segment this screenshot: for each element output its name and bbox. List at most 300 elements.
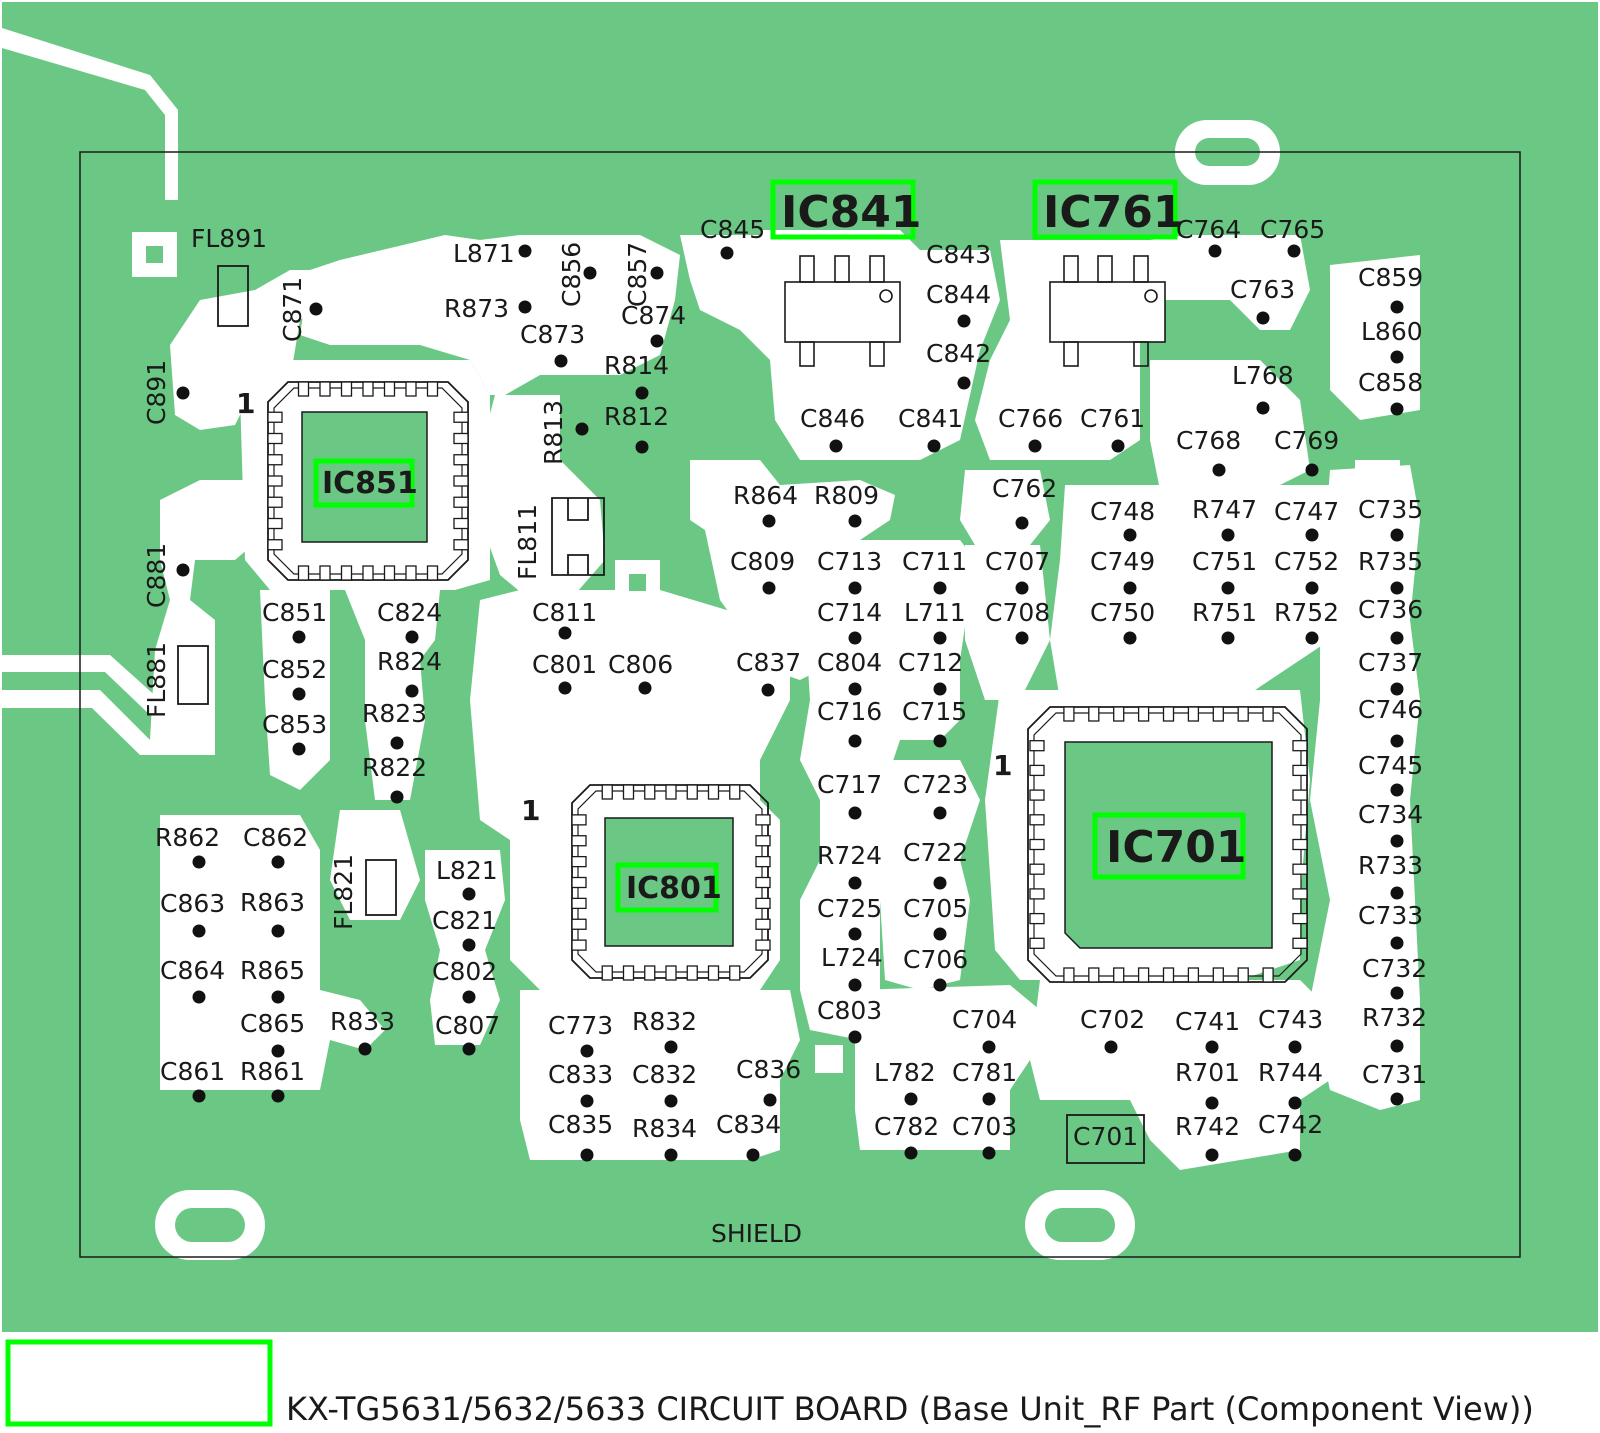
ic801-pad — [572, 878, 586, 888]
ic851-pad — [320, 382, 330, 396]
ic801-pad — [572, 857, 586, 867]
via-dot — [576, 423, 589, 436]
ic701-pad — [1030, 815, 1044, 825]
legend-highlight-box — [8, 1342, 270, 1424]
ic851-pad — [363, 382, 373, 396]
ic701-pad — [1089, 707, 1099, 721]
label-r873: R873 — [444, 294, 510, 323]
label-c743: C743 — [1258, 1005, 1324, 1034]
via-dot — [849, 928, 862, 941]
label-c864: C864 — [160, 956, 226, 985]
via-dot — [391, 737, 404, 750]
via-dot — [463, 888, 476, 901]
label-r747: R747 — [1192, 495, 1258, 524]
label-c802: C802 — [432, 957, 498, 986]
label-c842: C842 — [926, 339, 992, 368]
ic851-pad — [385, 382, 395, 396]
ic851-pad — [454, 540, 468, 550]
label-c859: C859 — [1358, 263, 1424, 292]
via-dot — [1391, 529, 1404, 542]
via-dot — [1391, 683, 1404, 696]
label-r822: R822 — [362, 753, 428, 782]
via-dot — [934, 807, 947, 820]
ic851-pad — [342, 566, 352, 580]
label-r863: R863 — [240, 888, 306, 917]
ic801-pad — [756, 857, 770, 867]
via-dot — [763, 582, 776, 595]
via-dot — [519, 301, 532, 314]
ic851-pad — [299, 566, 309, 580]
ic701-pad — [1293, 790, 1307, 800]
via-dot — [934, 582, 947, 595]
label-c832: C832 — [632, 1060, 698, 1089]
label-l782: L782 — [874, 1058, 936, 1087]
label-c845: C845 — [700, 215, 766, 244]
ic701-pad — [1293, 914, 1307, 924]
ic701-pad — [1139, 707, 1149, 721]
via-dot — [665, 1041, 678, 1054]
label-r733: R733 — [1358, 851, 1424, 880]
label-c863: C863 — [160, 889, 226, 918]
label-c701: C701 — [1073, 1122, 1139, 1151]
label-c851: C851 — [262, 598, 328, 627]
via-dot — [651, 267, 664, 280]
ic801-pad — [572, 898, 586, 908]
ic801-pad — [572, 836, 586, 846]
via-dot — [849, 632, 862, 645]
via-dot — [310, 303, 323, 316]
via-dot — [928, 440, 941, 453]
label-c752: C752 — [1274, 547, 1340, 576]
via-dot — [1391, 987, 1404, 1000]
ic801-pad — [687, 785, 697, 799]
label-c736: C736 — [1358, 595, 1424, 624]
label-c716: C716 — [817, 697, 883, 726]
ic851-pad — [428, 566, 438, 580]
via-dot — [1124, 582, 1137, 595]
label-c773: C773 — [548, 1011, 614, 1040]
label-l821: L821 — [436, 856, 498, 885]
via-dot — [983, 1093, 996, 1106]
ic701-pad — [1064, 968, 1074, 982]
ic701-pad — [1188, 968, 1198, 982]
ic801-pad — [709, 785, 719, 799]
via-dot — [1391, 784, 1404, 797]
ic851-pad — [268, 497, 282, 507]
via-dot — [849, 979, 862, 992]
via-dot — [1124, 529, 1137, 542]
ic841-label: IC841 — [781, 187, 922, 238]
label-fl811: FL811 — [513, 503, 542, 580]
via-dot — [1391, 632, 1404, 645]
label-c807: C807 — [435, 1011, 501, 1040]
via-dot — [1029, 440, 1042, 453]
ic851-pad — [454, 497, 468, 507]
via-dot — [1222, 582, 1235, 595]
label-r824: R824 — [377, 647, 443, 676]
ic701-pad — [1293, 815, 1307, 825]
ic701-pad — [1188, 707, 1198, 721]
ic851-pad — [268, 540, 282, 550]
label-c856: C856 — [557, 241, 586, 307]
label-c704: C704 — [952, 1005, 1018, 1034]
via-dot — [193, 856, 206, 869]
label-c765: C765 — [1260, 215, 1326, 244]
label-c801: C801 — [532, 650, 598, 679]
ic851-pad — [342, 382, 352, 396]
label-c853: C853 — [262, 710, 328, 739]
via-dot — [1306, 529, 1319, 542]
via-dot — [849, 582, 862, 595]
via-dot — [463, 1043, 476, 1056]
ic701-pad — [1164, 707, 1174, 721]
ic701-pad — [1263, 968, 1273, 982]
via-dot — [1206, 1149, 1219, 1162]
via-dot — [1206, 1097, 1219, 1110]
ic701-pin1-marker: 1 — [993, 749, 1013, 782]
label-c735: C735 — [1358, 495, 1424, 524]
via-dot — [1016, 632, 1029, 645]
via-dot — [983, 1147, 996, 1160]
ic801-pad — [756, 836, 770, 846]
label-r742: R742 — [1175, 1112, 1241, 1141]
ic851-pad — [268, 519, 282, 529]
ic851-pad — [268, 434, 282, 444]
label-c717: C717 — [817, 770, 883, 799]
label-c722: C722 — [903, 838, 969, 867]
via-dot — [1124, 632, 1137, 645]
via-dot — [934, 979, 947, 992]
ic851-pad — [268, 412, 282, 422]
label-c748: C748 — [1090, 497, 1156, 526]
via-dot — [272, 1045, 285, 1058]
label-c725: C725 — [817, 894, 883, 923]
label-fl891: FL891 — [191, 224, 268, 253]
via-dot — [193, 991, 206, 1004]
via-dot — [665, 1095, 678, 1108]
via-dot — [762, 684, 775, 697]
ic801-pad — [756, 940, 770, 950]
label-c731: C731 — [1362, 1060, 1428, 1089]
via-dot — [1306, 632, 1319, 645]
ic801-pad — [645, 966, 655, 980]
label-c837: C837 — [736, 648, 802, 677]
ic801-pad — [624, 966, 634, 980]
label-c781: C781 — [952, 1058, 1018, 1087]
via-dot — [958, 377, 971, 390]
via-dot — [1391, 735, 1404, 748]
ic801-pad — [730, 785, 740, 799]
ic701-pad — [1030, 765, 1044, 775]
label-c844: C844 — [926, 280, 992, 309]
ic701-pad — [1238, 707, 1248, 721]
via-dot — [849, 735, 862, 748]
ic701-pad — [1139, 968, 1149, 982]
ic801-pad — [687, 966, 697, 980]
label-c707: C707 — [985, 547, 1051, 576]
label-r833: R833 — [330, 1007, 396, 1036]
ic851-pad — [454, 412, 468, 422]
via-dot — [665, 1149, 678, 1162]
label-r751: R751 — [1192, 598, 1258, 627]
label-r812: R812 — [604, 402, 670, 431]
via-dot — [359, 1043, 372, 1056]
label-c763: C763 — [1230, 275, 1296, 304]
via-dot — [1222, 632, 1235, 645]
label-c891: C891 — [142, 359, 171, 425]
ic801-pad — [756, 919, 770, 929]
ic801-pad — [709, 966, 719, 980]
ic701-pad — [1114, 968, 1124, 982]
label-r732: R732 — [1362, 1003, 1428, 1032]
via-dot — [934, 632, 947, 645]
label-r813: R813 — [539, 399, 568, 465]
ic851-pad — [299, 382, 309, 396]
label-c803: C803 — [817, 996, 883, 1025]
ic801-pad — [602, 785, 612, 799]
via-dot — [747, 1149, 760, 1162]
via-dot — [1391, 582, 1404, 595]
via-dot — [559, 682, 572, 695]
ic701-pad — [1164, 968, 1174, 982]
label-c862: C862 — [243, 823, 309, 852]
label-r814: R814 — [604, 351, 670, 380]
label-c734: C734 — [1358, 800, 1424, 829]
via-dot — [651, 335, 664, 348]
label-c857: C857 — [623, 241, 652, 307]
ic801-pad — [645, 785, 655, 799]
via-dot — [1016, 582, 1029, 595]
shield-label: SHIELD — [711, 1219, 803, 1248]
label-l768: L768 — [1232, 361, 1294, 390]
via-dot — [1112, 440, 1125, 453]
ic701-pad — [1293, 840, 1307, 850]
via-dot — [958, 315, 971, 328]
label-c745: C745 — [1358, 751, 1424, 780]
via-dot — [1288, 245, 1301, 258]
via-dot — [1391, 403, 1404, 416]
label-r823: R823 — [362, 699, 428, 728]
via-dot — [1391, 835, 1404, 848]
ic701-pad — [1293, 765, 1307, 775]
label-c821: C821 — [432, 906, 498, 935]
label-r752: R752 — [1274, 598, 1340, 627]
label-c732: C732 — [1362, 954, 1428, 983]
label-c824: C824 — [377, 598, 443, 627]
via-dot — [1213, 464, 1226, 477]
label-c746: C746 — [1358, 695, 1424, 724]
ic851-pad — [428, 382, 438, 396]
ic801-pad — [730, 966, 740, 980]
label-c761: C761 — [1080, 404, 1146, 433]
ic801-pad — [666, 785, 676, 799]
via-dot — [849, 807, 862, 820]
ic801-pad — [756, 898, 770, 908]
via-dot — [1391, 1093, 1404, 1106]
label-r864: R864 — [733, 481, 799, 510]
ic851-pad — [454, 455, 468, 465]
label-c881: C881 — [142, 542, 171, 608]
label-c809: C809 — [730, 547, 796, 576]
ic851-pad — [268, 476, 282, 486]
label-c804: C804 — [817, 648, 883, 677]
via-dot — [763, 515, 776, 528]
via-dot — [934, 683, 947, 696]
via-dot — [463, 991, 476, 1004]
label-c764: C764 — [1176, 215, 1242, 244]
ic701-pad — [1293, 741, 1307, 751]
ic701-pad — [1064, 707, 1074, 721]
ic701-pad — [1030, 741, 1044, 751]
ic701-label: IC701 — [1106, 822, 1247, 873]
via-dot — [639, 682, 652, 695]
ic701-pad — [1263, 707, 1273, 721]
ic701-pad — [1089, 968, 1099, 982]
ic701-pad — [1213, 968, 1223, 982]
ic801-pin1-marker: 1 — [521, 794, 541, 827]
via-dot — [293, 743, 306, 756]
board-caption: KX-TG5631/5632/5633 CIRCUIT BOARD (Base Unit_RF Part (Component View)) — [286, 1390, 1534, 1428]
via-dot — [905, 1093, 918, 1106]
via-dot — [293, 631, 306, 644]
label-c852: C852 — [262, 655, 328, 684]
label-fl881: FL881 — [142, 641, 171, 718]
via-dot — [581, 1149, 594, 1162]
ic801-pad — [756, 878, 770, 888]
via-dot — [519, 245, 532, 258]
ic851-pad — [320, 566, 330, 580]
ic701-pad — [1030, 864, 1044, 874]
ic701-pad — [1030, 914, 1044, 924]
ic851-pad — [454, 476, 468, 486]
ic851-label: IC851 — [322, 466, 418, 501]
via-dot — [830, 440, 843, 453]
label-c742: C742 — [1258, 1110, 1324, 1139]
ic851-pin1-marker: 1 — [236, 387, 256, 420]
via-dot — [555, 355, 568, 368]
ic801-pad — [572, 940, 586, 950]
label-r735: R735 — [1358, 547, 1424, 576]
ic701-pad — [1293, 889, 1307, 899]
via-dot — [934, 735, 947, 748]
via-dot — [193, 1090, 206, 1103]
label-r834: R834 — [632, 1114, 698, 1143]
label-r865: R865 — [240, 956, 306, 985]
via-dot — [272, 991, 285, 1004]
via-dot — [983, 1041, 996, 1054]
label-c711: C711 — [902, 547, 968, 576]
via-dot — [1257, 312, 1270, 325]
ic801-pad — [602, 966, 612, 980]
via-dot — [849, 877, 862, 890]
ic851-pad — [268, 455, 282, 465]
via-dot — [849, 683, 862, 696]
label-c762: C762 — [992, 474, 1058, 503]
via-dot — [849, 515, 862, 528]
label-c766: C766 — [998, 404, 1064, 433]
via-dot — [1391, 351, 1404, 364]
label-c705: C705 — [903, 894, 969, 923]
label-c873: C873 — [520, 320, 586, 349]
via-dot — [406, 685, 419, 698]
label-c846: C846 — [800, 404, 866, 433]
via-dot — [934, 877, 947, 890]
label-r744: R744 — [1258, 1058, 1324, 1087]
label-c741: C741 — [1175, 1007, 1241, 1036]
ic701-pad — [1293, 938, 1307, 948]
via-dot — [1257, 402, 1270, 415]
label-c723: C723 — [903, 770, 969, 799]
label-c769: C769 — [1274, 426, 1340, 455]
label-l860: L860 — [1361, 317, 1423, 346]
label-c703: C703 — [952, 1112, 1018, 1141]
via-dot — [1209, 245, 1222, 258]
label-c811: C811 — [532, 598, 598, 627]
ic701-pad — [1114, 707, 1124, 721]
ic701-pad — [1293, 864, 1307, 874]
via-dot — [1105, 1041, 1118, 1054]
label-c835: C835 — [548, 1110, 614, 1139]
via-dot — [636, 441, 649, 454]
label-c751: C751 — [1192, 547, 1258, 576]
via-dot — [406, 631, 419, 644]
via-dot — [1016, 517, 1029, 530]
ic851-pad — [363, 566, 373, 580]
via-dot — [1289, 1149, 1302, 1162]
label-c861: C861 — [160, 1057, 226, 1086]
label-c858: C858 — [1358, 368, 1424, 397]
via-dot — [1206, 1041, 1219, 1054]
label-c843: C843 — [926, 240, 992, 269]
ic801-pad — [756, 815, 770, 825]
label-c841: C841 — [898, 404, 964, 433]
label-c865: C865 — [240, 1009, 306, 1038]
label-c871: C871 — [278, 276, 307, 342]
label-c713: C713 — [817, 547, 883, 576]
ic701-pad — [1030, 840, 1044, 850]
label-c806: C806 — [608, 650, 674, 679]
ic801-pad — [572, 815, 586, 825]
ic851-pad — [454, 434, 468, 444]
label-l724: L724 — [821, 943, 883, 972]
via-dot — [272, 856, 285, 869]
label-c747: C747 — [1274, 497, 1340, 526]
label-fl821: FL821 — [329, 853, 358, 930]
ic701-pad — [1030, 889, 1044, 899]
label-c750: C750 — [1090, 598, 1156, 627]
label-c714: C714 — [817, 598, 883, 627]
ic701-pad — [1030, 790, 1044, 800]
label-r724: R724 — [817, 841, 883, 870]
ic851-pad — [406, 382, 416, 396]
ic851-pad — [454, 519, 468, 529]
via-dot — [293, 688, 306, 701]
via-dot — [581, 1045, 594, 1058]
label-c706: C706 — [903, 945, 969, 974]
label-c708: C708 — [985, 598, 1051, 627]
label-c768: C768 — [1176, 426, 1242, 455]
ic801-pad — [572, 919, 586, 929]
ic801-label: IC801 — [626, 871, 722, 906]
label-c834: C834 — [716, 1110, 782, 1139]
label-c836: C836 — [736, 1055, 802, 1084]
via-dot — [1306, 464, 1319, 477]
ic701-pad — [1213, 707, 1223, 721]
via-dot — [193, 925, 206, 938]
via-dot — [636, 387, 649, 400]
via-dot — [559, 627, 572, 640]
via-dot — [1306, 582, 1319, 595]
